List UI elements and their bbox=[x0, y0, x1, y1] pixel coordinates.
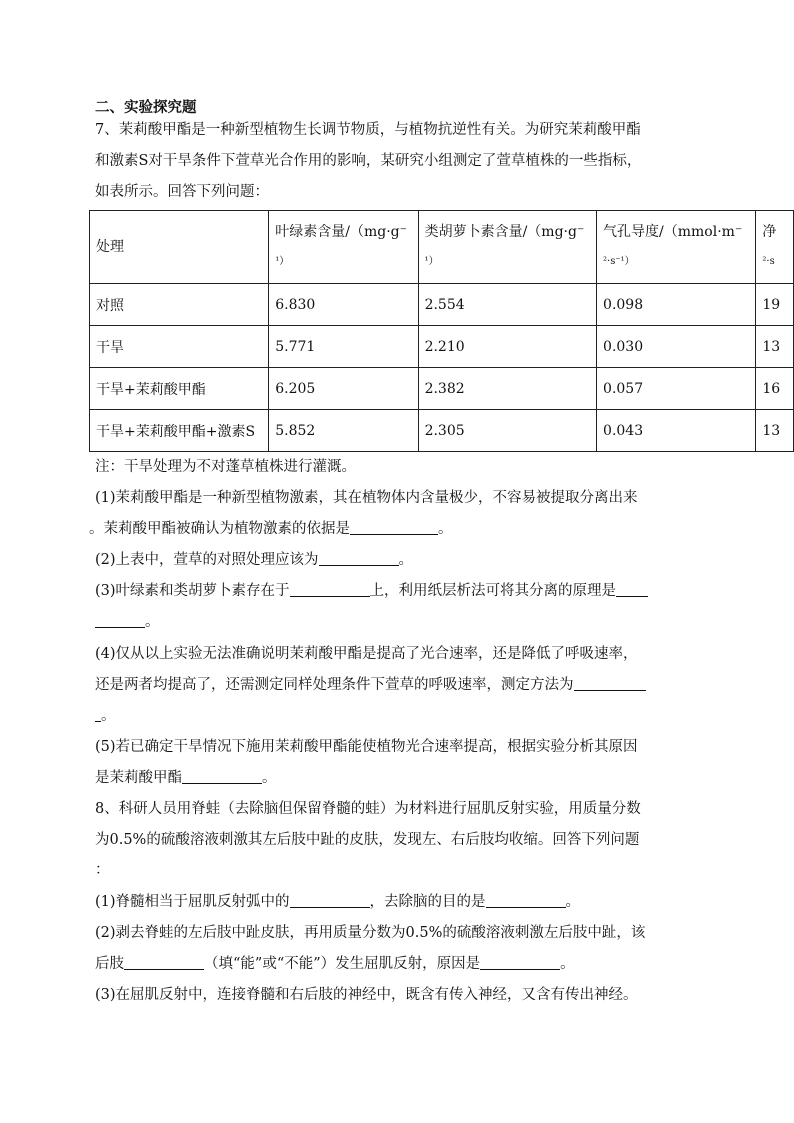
answer-blank[interactable] bbox=[486, 892, 566, 908]
table-cell: 2.305 bbox=[418, 410, 596, 452]
table-cell: 2.554 bbox=[418, 284, 596, 326]
table-cell: 干旱 bbox=[90, 326, 269, 368]
table-cell: 0.043 bbox=[597, 410, 756, 452]
q8-intro-line-3: ： bbox=[95, 862, 110, 878]
answer-blank[interactable] bbox=[616, 581, 648, 597]
table-cell: 对照 bbox=[90, 284, 269, 326]
table-cell: 2.210 bbox=[418, 326, 596, 368]
q7-part-2: (2)上表中，萱草的对照处理应该为 。 bbox=[95, 552, 414, 568]
q7-part-3-line-1: (3)叶绿素和类胡萝卜素存在于 上，利用纸层析法可将其分离的原理是 bbox=[95, 581, 648, 601]
q7-part-5-line-2: 是茉莉酸甲酯 。 bbox=[95, 770, 277, 786]
q8-part-2-line-2: 后肢 （填“能”或“不能”）发生屈肌反射，原因是 。 bbox=[95, 956, 575, 972]
q8-intro-line-2: 为0.5%的硫酸溶液刺激其左后肢中趾的皮肤，发现左、右后肢均收缩。回答下列问题 bbox=[95, 832, 640, 848]
q7-part-5-line-1: (5)若已确定干旱情况下施用茉莉酸甲酯能使植物光合速率提高，根据实验分析其原因 bbox=[95, 739, 638, 755]
table-cell: 16 bbox=[756, 368, 794, 410]
q7-part-1-line-2: 。茉莉酸甲酯被确认为植物激素的依据是 。 bbox=[89, 521, 453, 537]
q7-intro-line-2: 和激素S对干旱条件下萱草光合作用的影响，某研究小组测定了萱草植株的一些指标， bbox=[95, 153, 642, 169]
table-cell: 2.382 bbox=[418, 368, 596, 410]
table-cell: 6.830 bbox=[269, 284, 418, 326]
table-row bbox=[90, 410, 794, 452]
section-title: 二、实验探究题 bbox=[95, 99, 197, 116]
table-header-cell: 处理 bbox=[90, 211, 269, 284]
q7-part-3-line-2: 。 bbox=[95, 612, 160, 632]
table-header-row bbox=[90, 211, 794, 284]
q8-part-3: (3)在屈肌反射中，连接脊髓和右后肢的神经中，既含有传入神经，又含有传出神经。 bbox=[95, 987, 638, 1003]
q7-part-4-line-2: 还是两者均提高了，还需测定同样处理条件下萱草的呼吸速率，测定方法为 bbox=[95, 675, 646, 695]
table-cell: 0.098 bbox=[597, 284, 756, 326]
table-header-cell: 净 ²·s bbox=[756, 211, 794, 284]
answer-blank[interactable] bbox=[319, 550, 399, 566]
answer-blank[interactable] bbox=[290, 892, 370, 908]
answer-blank[interactable] bbox=[124, 954, 204, 970]
table-row bbox=[90, 284, 794, 326]
table-cell: 0.057 bbox=[597, 368, 756, 410]
q8-part-2-line-1: (2)剥去脊蛙的左后肢中趾皮肤，再用质量分数为0.5%的硫酸溶液刺激左后肢中趾，该 bbox=[95, 925, 646, 941]
table-cell: 13 bbox=[756, 410, 794, 452]
table-header-cell: 叶绿素含量/（mg·g⁻ ¹） bbox=[269, 211, 418, 284]
answer-blank[interactable] bbox=[182, 768, 262, 784]
table-cell: 0.030 bbox=[597, 326, 756, 368]
q7-intro-line-1: 7、茉莉酸甲酯是一种新型植物生长调节物质，与植物抗逆性有关。为研究茉莉酸甲酯 bbox=[95, 122, 641, 138]
table-cell: 干旱+茉莉酸甲酯 bbox=[90, 368, 269, 410]
q8-intro-line-1: 8、科研人员用脊蛙（去除脑但保留脊髓的蛙）为材料进行屈肌反射实验，用质量分数 bbox=[95, 801, 641, 817]
table-cell: 5.852 bbox=[269, 410, 418, 452]
table-row bbox=[90, 368, 794, 410]
table-header-cell: 气孔导度/（mmol·m⁻ ²·s⁻¹） bbox=[597, 211, 756, 284]
q8-part-1: (1)脊髓相当于屈肌反射弧中的 ，去除脑的目的是 。 bbox=[95, 894, 581, 910]
table-cell: 5.771 bbox=[269, 326, 418, 368]
table-header-cell: 类胡萝卜素含量/（mg·g⁻ ¹） bbox=[418, 211, 596, 284]
table-row bbox=[90, 326, 794, 368]
table-cell: 19 bbox=[756, 284, 794, 326]
answer-blank[interactable] bbox=[480, 954, 560, 970]
answer-blank[interactable] bbox=[290, 581, 370, 597]
table-cell: 干旱+茉莉酸甲酯+激素S bbox=[90, 410, 269, 452]
answer-blank[interactable] bbox=[350, 519, 438, 535]
q7-part-1-line-1: (1)茉莉酸甲酯是一种新型植物激素，其在植物体内含量极少，不容易被提取分离出来 bbox=[95, 490, 638, 506]
answer-blank-continued[interactable] bbox=[95, 612, 145, 628]
table-note: 注：干旱处理为不对蓬草植株进行灌溉。 bbox=[95, 459, 356, 475]
q7-intro-line-3: 如表所示。回答下列问题： bbox=[95, 184, 269, 200]
answer-blank[interactable] bbox=[574, 675, 646, 691]
q7-part-4-line-1: (4)仅从以上实验无法准确说明茉莉酸甲酯是提高了光合速率，还是降低了呼吸速率， bbox=[95, 646, 638, 662]
q7-part-4-line-3: 。 bbox=[95, 706, 116, 726]
data-table bbox=[89, 210, 794, 452]
table-cell: 13 bbox=[756, 326, 794, 368]
table-cell: 6.205 bbox=[269, 368, 418, 410]
